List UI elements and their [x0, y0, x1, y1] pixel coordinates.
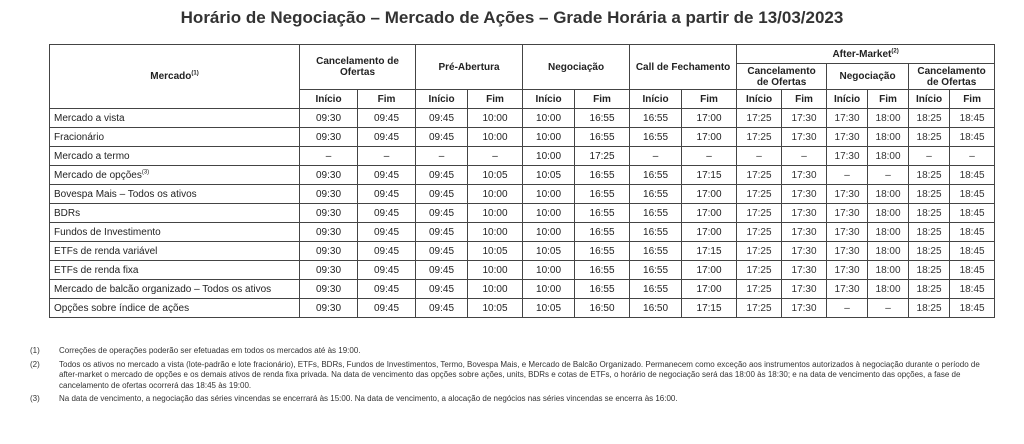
table-row [50, 166, 995, 185]
time-cell: 17:30 [827, 147, 868, 166]
time-cell: 09:45 [416, 223, 468, 242]
time-cell: 17:30 [782, 261, 827, 280]
time-cell: 18:25 [909, 128, 950, 147]
time-cell: – [868, 166, 909, 185]
time-cell: 09:30 [300, 299, 358, 318]
header-fim: Fim [468, 90, 523, 109]
market-name: Fundos de Investimento [50, 223, 300, 242]
footnote-text: Na data de vencimento, a negociação das séries vincendas se encerrará às 15:00. Na data de vencimento, a alocação de negócios nas séries vincendas se encerra às 16:00. [59, 394, 678, 403]
time-cell: 09:45 [358, 204, 416, 223]
time-cell: 17:30 [827, 242, 868, 261]
time-cell: 16:50 [575, 299, 630, 318]
time-cell: 18:25 [909, 261, 950, 280]
header-inicio: Início [416, 90, 468, 109]
time-cell: 09:45 [358, 166, 416, 185]
market-name: Opções sobre índice de ações [50, 299, 300, 318]
time-cell: 09:45 [416, 166, 468, 185]
time-cell: 09:45 [358, 261, 416, 280]
time-cell: – [630, 147, 682, 166]
time-cell: 16:50 [630, 299, 682, 318]
header-inicio: Início [827, 90, 868, 109]
time-cell: 17:25 [737, 185, 782, 204]
market-name: BDRs [50, 204, 300, 223]
time-cell: 16:55 [575, 242, 630, 261]
time-cell: 16:55 [630, 128, 682, 147]
time-cell: 10:05 [523, 166, 575, 185]
time-cell: 17:30 [827, 185, 868, 204]
time-cell: 16:55 [575, 166, 630, 185]
header-am-cancelamento-2: Cancelamento de Ofertas [909, 64, 995, 90]
market-name: Fracionário [50, 128, 300, 147]
time-cell: 10:00 [468, 128, 523, 147]
time-cell: – [827, 166, 868, 185]
time-cell: 17:25 [575, 147, 630, 166]
time-cell: 09:30 [300, 223, 358, 242]
time-cell: 17:30 [782, 166, 827, 185]
time-cell: 17:30 [782, 128, 827, 147]
header-fim: Fim [575, 90, 630, 109]
time-cell: – [950, 147, 995, 166]
table-row [50, 299, 995, 318]
time-cell: 09:45 [358, 185, 416, 204]
time-cell: 16:55 [630, 166, 682, 185]
time-cell: 18:45 [950, 261, 995, 280]
time-cell: 18:00 [868, 128, 909, 147]
time-cell: 09:45 [416, 109, 468, 128]
table-row [50, 204, 995, 223]
header-pre-abertura: Pré-Abertura [416, 45, 523, 90]
time-cell: 18:45 [950, 128, 995, 147]
footnote-text: Todos os ativos no mercado a vista (lote-padrão e lote fracionário), ETFs, BDRs, Fundos de Investimentos, Termo, Bovespa Mais, e Mercado de Balcão Organizado. Permanecem como exceção aos instrumentos autorizados à negociação durante o período de after-market o mercado de opções e os demais ativos de renda fixa privada. Na data de vencimento das opções sobre ações, units, BDRs e cotas de ETFs, o horário de negociação será das 18:00 às 18:30; e na data de vencimento das opções, a fase de cancelamento de ofertas ocorrerá das 18:45 às 19:00. [59, 359, 980, 390]
time-cell: 16:55 [575, 223, 630, 242]
time-cell: 18:00 [868, 223, 909, 242]
time-cell: 17:25 [737, 299, 782, 318]
time-cell: 18:25 [909, 223, 950, 242]
time-cell: 18:45 [950, 166, 995, 185]
time-cell: 09:45 [358, 242, 416, 261]
time-cell: 10:05 [468, 242, 523, 261]
time-cell: 16:55 [630, 204, 682, 223]
time-cell: 17:15 [682, 166, 737, 185]
time-cell: – [468, 147, 523, 166]
time-cell: 17:30 [782, 242, 827, 261]
header-inicio: Início [737, 90, 782, 109]
time-cell: 17:30 [827, 109, 868, 128]
header-cancelamento: Cancelamento de Ofertas [300, 45, 416, 90]
time-cell: – [416, 147, 468, 166]
time-cell: 09:45 [358, 109, 416, 128]
time-cell: 18:25 [909, 109, 950, 128]
time-cell: 16:55 [575, 261, 630, 280]
time-cell: 17:25 [737, 128, 782, 147]
time-cell: 10:00 [468, 185, 523, 204]
time-cell: 17:30 [782, 109, 827, 128]
table-row [50, 242, 995, 261]
time-cell: 09:45 [416, 204, 468, 223]
time-cell: 18:25 [909, 204, 950, 223]
header-inicio: Início [523, 90, 575, 109]
time-cell: 16:55 [575, 185, 630, 204]
time-cell: 17:30 [782, 280, 827, 299]
time-cell: 09:45 [416, 299, 468, 318]
time-cell: 10:00 [468, 280, 523, 299]
time-cell: 16:55 [630, 261, 682, 280]
time-cell: 16:55 [630, 242, 682, 261]
time-cell: 10:00 [468, 204, 523, 223]
time-cell: 18:00 [868, 242, 909, 261]
time-cell: 16:55 [575, 204, 630, 223]
header-fim: Fim [682, 90, 737, 109]
time-cell: 18:25 [909, 185, 950, 204]
time-cell: 18:25 [909, 280, 950, 299]
time-cell: 09:45 [358, 223, 416, 242]
footnote-text: Correções de operações poderão ser efetuadas em todos os mercados até às 19:00. [59, 346, 361, 355]
time-cell: 09:45 [358, 299, 416, 318]
time-cell: 18:00 [868, 204, 909, 223]
time-cell: 18:45 [950, 223, 995, 242]
time-cell: – [827, 299, 868, 318]
time-cell: 18:45 [950, 299, 995, 318]
time-cell: 17:15 [682, 242, 737, 261]
market-name: Mercado a vista [50, 109, 300, 128]
time-cell: 18:45 [950, 280, 995, 299]
time-cell: 18:25 [909, 242, 950, 261]
time-cell: 18:00 [868, 147, 909, 166]
table-row [50, 280, 995, 299]
table-row [50, 109, 995, 128]
time-cell: 09:30 [300, 204, 358, 223]
time-cell: 17:00 [682, 204, 737, 223]
time-cell: 17:00 [682, 128, 737, 147]
time-cell: 09:45 [416, 261, 468, 280]
time-cell: – [358, 147, 416, 166]
time-cell: 17:30 [827, 204, 868, 223]
time-cell: 18:25 [909, 299, 950, 318]
time-cell: 09:45 [416, 242, 468, 261]
time-cell: 17:25 [737, 109, 782, 128]
time-cell: 09:30 [300, 109, 358, 128]
header-call-fechamento: Call de Fechamento [630, 45, 737, 90]
time-cell: 17:30 [827, 261, 868, 280]
table-row [50, 223, 995, 242]
header-inicio: Início [300, 90, 358, 109]
table-row [50, 147, 995, 166]
footnote [30, 394, 990, 405]
market-name: ETFs de renda variável [50, 242, 300, 261]
time-cell: 09:30 [300, 280, 358, 299]
time-cell: 10:00 [523, 204, 575, 223]
footnote [30, 346, 990, 357]
time-cell: – [782, 147, 827, 166]
time-cell: 17:30 [782, 223, 827, 242]
time-cell: 17:00 [682, 109, 737, 128]
header-am-cancelamento: Cancelamento de Ofertas [737, 64, 827, 90]
time-cell: 10:00 [523, 185, 575, 204]
document-title: Horário de Negociação – Mercado de Ações – Grade Horária a partir de 13/03/2023 [180, 8, 844, 27]
time-cell: 17:25 [737, 261, 782, 280]
market-name: Bovespa Mais – Todos os ativos [50, 185, 300, 204]
time-cell: – [682, 147, 737, 166]
time-cell: 10:05 [468, 299, 523, 318]
time-cell: 17:15 [682, 299, 737, 318]
time-cell: 16:55 [630, 280, 682, 299]
time-cell: 17:30 [827, 223, 868, 242]
time-cell: 09:45 [416, 128, 468, 147]
header-inicio: Início [630, 90, 682, 109]
time-cell: 18:45 [950, 204, 995, 223]
time-cell: 17:00 [682, 223, 737, 242]
time-cell: 17:30 [827, 128, 868, 147]
header-fim: Fim [782, 90, 827, 109]
market-name: ETFs de renda fixa [50, 261, 300, 280]
time-cell: 10:05 [523, 299, 575, 318]
header-fim: Fim [358, 90, 416, 109]
time-cell: 16:55 [575, 109, 630, 128]
time-cell: – [300, 147, 358, 166]
time-cell: 18:45 [950, 242, 995, 261]
time-cell: 16:55 [630, 185, 682, 204]
time-cell: 09:30 [300, 128, 358, 147]
footnote-number: (2) [30, 359, 40, 369]
time-cell: 17:00 [682, 280, 737, 299]
time-cell: 10:00 [523, 128, 575, 147]
time-cell: 17:30 [827, 280, 868, 299]
time-cell: 16:55 [575, 128, 630, 147]
time-cell: 18:00 [868, 280, 909, 299]
time-cell: 18:00 [868, 109, 909, 128]
time-cell: 09:30 [300, 166, 358, 185]
time-cell: 18:00 [868, 261, 909, 280]
time-cell: 09:45 [416, 185, 468, 204]
time-cell: 17:00 [682, 185, 737, 204]
table-body [50, 109, 995, 318]
table-row [50, 185, 995, 204]
time-cell: 10:00 [523, 147, 575, 166]
market-name: Mercado a termo [50, 147, 300, 166]
header-mercado: Mercado$^{(1)}$ [50, 45, 300, 109]
time-cell: 16:55 [630, 109, 682, 128]
table-row [50, 128, 995, 147]
time-cell: 16:55 [575, 280, 630, 299]
header-inicio: Início [909, 90, 950, 109]
footnote-number: (1) [30, 346, 40, 355]
time-cell: 17:25 [737, 242, 782, 261]
time-cell: 09:30 [300, 185, 358, 204]
table-row [50, 261, 995, 280]
trading-hours-table [49, 44, 995, 318]
time-cell: 09:30 [300, 242, 358, 261]
time-cell: 17:25 [737, 280, 782, 299]
time-cell: 09:45 [416, 280, 468, 299]
time-cell: 17:00 [682, 261, 737, 280]
time-cell: 17:25 [737, 166, 782, 185]
header-negociacao: Negociação [523, 45, 630, 90]
time-cell: 10:00 [523, 280, 575, 299]
time-cell: 09:30 [300, 261, 358, 280]
time-cell: 18:45 [950, 185, 995, 204]
time-cell: – [737, 147, 782, 166]
header-fim: Fim [950, 90, 995, 109]
footnotes [30, 346, 990, 408]
time-cell: 10:05 [468, 166, 523, 185]
header-after-market: After-Market$^{(2)}$ [737, 45, 995, 64]
time-cell: 18:45 [950, 109, 995, 128]
time-cell: 18:25 [909, 166, 950, 185]
time-cell: 09:45 [358, 128, 416, 147]
header-am-negociacao: Negociação [827, 64, 909, 90]
time-cell: 17:25 [737, 223, 782, 242]
footnote-number: (3) [30, 394, 40, 403]
time-cell: 10:05 [523, 242, 575, 261]
time-cell: – [909, 147, 950, 166]
time-cell: 17:30 [782, 204, 827, 223]
time-cell: 10:00 [523, 261, 575, 280]
time-cell: 10:00 [468, 261, 523, 280]
market-name: Mercado de opções$^{(3)}$ [50, 166, 300, 185]
time-cell: 17:25 [737, 204, 782, 223]
footnote [30, 360, 990, 392]
time-cell: 18:00 [868, 185, 909, 204]
time-cell: – [868, 299, 909, 318]
time-cell: 17:30 [782, 185, 827, 204]
time-cell: 16:55 [630, 223, 682, 242]
time-cell: 10:00 [468, 109, 523, 128]
market-name: Mercado de balcão organizado – Todos os ativos [50, 280, 300, 299]
time-cell: 09:45 [358, 280, 416, 299]
time-cell: 10:00 [523, 223, 575, 242]
header-fim: Fim [868, 90, 909, 109]
time-cell: 10:00 [468, 223, 523, 242]
time-cell: 10:00 [523, 109, 575, 128]
time-cell: 17:30 [782, 299, 827, 318]
